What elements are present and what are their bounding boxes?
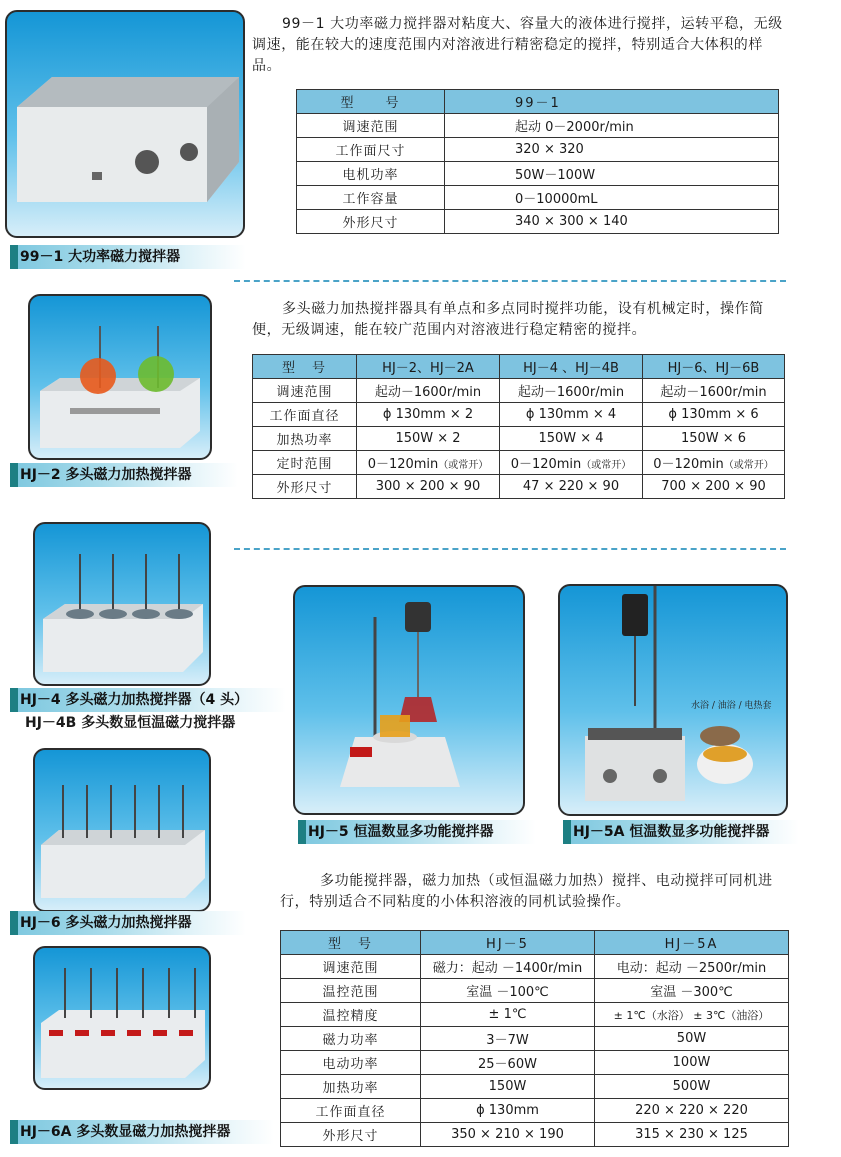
table-row — [297, 114, 779, 138]
row-label: 磁力功率 — [281, 1027, 421, 1051]
row-value: 150W × 4 — [500, 427, 643, 451]
row-label: 加热功率 — [253, 427, 357, 451]
row-value: 起动－1600r/min — [643, 379, 785, 403]
table-header: HJ－5 — [421, 931, 595, 955]
product-photo-hj-6 — [33, 748, 211, 912]
row-value: 340 × 300 × 140 — [445, 210, 779, 234]
row-value: 室温 －300℃ — [595, 979, 789, 1003]
row-label: 外形尺寸 — [297, 210, 445, 234]
product-photo-hj-4 — [33, 522, 211, 686]
row-value — [643, 451, 785, 475]
table-row — [253, 475, 785, 499]
row-value: ϕ 130mm × 6 — [643, 403, 785, 427]
section-divider — [234, 280, 786, 282]
table-row — [281, 1027, 789, 1051]
accessory-label: 水浴 / 油浴 / 电热套 — [691, 701, 772, 711]
row-value: ϕ 130mm × 4 — [500, 403, 643, 427]
timer-value: 0－120min — [367, 457, 439, 472]
table-row — [281, 979, 789, 1003]
caption-hj-5: HJ－5 恒温数显多功能搅拌器 — [298, 820, 536, 844]
row-value: 150W × 2 — [357, 427, 500, 451]
row-value: 220 × 220 × 220 — [595, 1099, 789, 1123]
row-value: 500W — [595, 1075, 789, 1099]
caption-99-1: 99－1 大功率磁力搅拌器 — [10, 245, 246, 269]
row-value: ϕ 130mm × 2 — [357, 403, 500, 427]
row-label: 工作面尺寸 — [297, 138, 445, 162]
row-label: 工作面直径 — [281, 1099, 421, 1123]
spec-table-hj-5 — [280, 930, 789, 1147]
product-photo-hj-2 — [28, 294, 212, 460]
caption-hj-4b: HJ－4B 多头数显恒温磁力搅拌器 — [25, 715, 236, 731]
timer-note: （或常开） — [723, 460, 774, 471]
product-photo-hj-5 — [293, 585, 525, 815]
row-label: 外形尺寸 — [281, 1123, 421, 1147]
table-header: HJ－6、HJ－6B — [643, 355, 785, 379]
row-value: 0－10000mL — [445, 186, 779, 210]
row-value: 室温 －100℃ — [421, 979, 595, 1003]
row-label: 调速范围 — [281, 955, 421, 979]
table-row — [253, 451, 785, 475]
row-value: 50W－100W — [445, 162, 779, 186]
row-value: 700 × 200 × 90 — [643, 475, 785, 499]
spec-table-hj-2 — [252, 354, 785, 499]
row-value: 电动：起动 －2500r/min — [595, 955, 789, 979]
table-row — [253, 403, 785, 427]
row-value — [357, 451, 500, 475]
row-value: 150W — [421, 1075, 595, 1099]
table-header: HJ－5A — [595, 931, 789, 955]
row-value: 47 × 220 × 90 — [500, 475, 643, 499]
row-label: 外形尺寸 — [253, 475, 357, 499]
table-header: 型 号 — [253, 355, 357, 379]
table-row — [281, 1003, 789, 1027]
description-99-1: 99－1 大功率磁力搅拌器对粘度大、容量大的液体进行搅拌，运转平稳，无级调速，能在较大的速度范围内对溶液进行精密稳定的搅拌，特别适合大体积的样品。 — [252, 16, 783, 74]
description-hj-2: 多头磁力加热搅拌器具有单点和多点同时搅拌功能，设有机械定时，操作简便，无级调速，能在较广范围内对溶液进行稳定精密的搅拌。 — [252, 301, 764, 338]
table-row — [253, 427, 785, 451]
spec-table-99-1 — [296, 89, 779, 234]
table-row — [281, 1075, 789, 1099]
row-label: 温控范围 — [281, 979, 421, 1003]
row-value: 起动－1600r/min — [500, 379, 643, 403]
table-header: 型 号 — [281, 931, 421, 955]
caption-hj-5a: HJ－5A 恒温数显多功能搅拌器 — [563, 820, 799, 844]
row-label: 温控精度 — [281, 1003, 421, 1027]
row-label: 工作面直径 — [253, 403, 357, 427]
row-value: 300 × 200 × 90 — [357, 475, 500, 499]
table-header-row — [297, 90, 779, 114]
row-label: 调速范围 — [297, 114, 445, 138]
product-photo-hj-6a — [33, 946, 211, 1090]
caption-hj-6: HJ－6 多头磁力加热搅拌器 — [10, 911, 246, 935]
row-value: ± 1℃ — [421, 1003, 595, 1027]
row-value: 100W — [595, 1051, 789, 1075]
timer-note: （或常开） — [438, 460, 489, 471]
row-value: 350 × 210 × 190 — [421, 1123, 595, 1147]
product-photo-99-1 — [5, 10, 245, 238]
row-value: 25－60W — [421, 1051, 595, 1075]
table-header: HJ－4 、HJ－4B — [500, 355, 643, 379]
row-label: 加热功率 — [281, 1075, 421, 1099]
row-value: 起动 0－2000r/min — [445, 114, 779, 138]
table-header-row — [281, 931, 789, 955]
description-hj-5: 多功能搅拌器，磁力加热（或恒温磁力加热）搅拌、电动搅拌可同机进行，特别适合不同粘度的小体积溶液的同机试验操作。 — [280, 873, 773, 910]
table-header: 99－1 — [445, 90, 779, 114]
table-row — [297, 186, 779, 210]
caption-hj-6a: HJ－6A 多头数显磁力加热搅拌器 — [10, 1120, 274, 1144]
row-value: 起动－1600r/min — [357, 379, 500, 403]
table-row — [281, 1123, 789, 1147]
row-value: 320 × 320 — [445, 138, 779, 162]
row-value — [500, 451, 643, 475]
table-row — [281, 1099, 789, 1123]
section-divider — [234, 548, 786, 550]
table-row — [297, 138, 779, 162]
row-value: ± 1℃（水浴） ± 3℃（油浴） — [595, 1003, 789, 1027]
timer-value: 0－120min — [510, 457, 582, 472]
table-header-row — [253, 355, 785, 379]
table-row — [297, 162, 779, 186]
row-value: 3－7W — [421, 1027, 595, 1051]
table-header: 型 号 — [297, 90, 445, 114]
row-label: 工作容量 — [297, 186, 445, 210]
row-value: ϕ 130mm — [421, 1099, 595, 1123]
table-row — [253, 379, 785, 403]
row-label: 电动功率 — [281, 1051, 421, 1075]
row-label: 电机功率 — [297, 162, 445, 186]
timer-value: 0－120min — [653, 457, 724, 472]
row-value: 315 × 230 × 125 — [595, 1123, 789, 1147]
table-header: HJ－2、HJ－2A — [357, 355, 500, 379]
row-value: 磁力：起动 －1400r/min — [421, 955, 595, 979]
row-label: 定时范围 — [253, 451, 357, 475]
row-label: 调速范围 — [253, 379, 357, 403]
table-row — [281, 1051, 789, 1075]
caption-hj-4: HJ－4 多头磁力加热搅拌器（4 头） — [10, 688, 286, 712]
row-value: 50W — [595, 1027, 789, 1051]
table-row — [297, 210, 779, 234]
timer-note: （或常开） — [581, 460, 632, 471]
caption-hj-2: HJ－2 多头磁力加热搅拌器 — [10, 463, 238, 487]
table-row — [281, 955, 789, 979]
row-value: 150W × 6 — [643, 427, 785, 451]
